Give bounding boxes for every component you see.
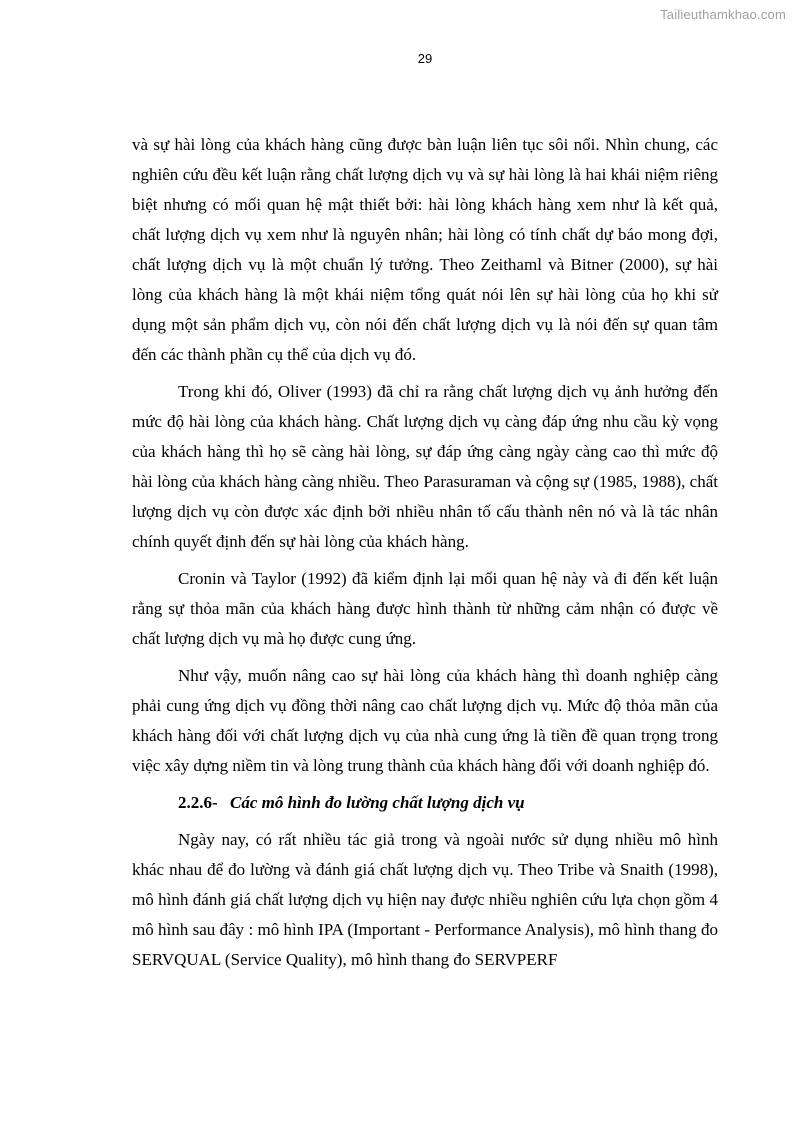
section-number: 2.2.6- — [178, 793, 218, 812]
watermark-text: Tailieuthamkhao.com — [660, 7, 786, 22]
paragraph-4: Như vậy, muốn nâng cao sự hài lòng của khách hàng thì doanh nghiệp càng phải cung ứng dịch vụ đồng thời nâng cao chất lượng dịch vụ. Mức độ thỏa mãn của khách hàng đối với chất lượng dịch vụ của nhà cung ứng là tiền đề quan trọng trong việc xây dựng niềm tin và lòng trung thành của khách hàng đối với doanh nghiệp đó. — [132, 666, 718, 775]
document-body — [132, 130, 718, 982]
section-heading — [132, 788, 718, 818]
page-number: 29 — [417, 51, 433, 66]
section-title: Các mô hình đo lường chất lượng dịch vụ — [230, 793, 525, 812]
paragraph-2: Trong khi đó, Oliver (1993) đã chỉ ra rằng chất lượng dịch vụ ảnh hưởng đến mức độ hài lòng của khách hàng. Chất lượng dịch vụ càng đáp ứng nhu cầu kỳ vọng của khách hàng thì họ sẽ càng hài lòng, sự đáp ứng càng ngày càng cao thì mức độ hài lòng của khách hàng càng nhiều. Theo Parasuraman và cộng sự (1985, 1988), chất lượng dịch vụ còn được xác định bởi nhiều nhân tố cấu thành nên nó và là tác nhân chính quyết định đến sự hài lòng của khách hàng. — [132, 382, 718, 551]
paragraph-3: Cronin và Taylor (1992) đã kiểm định lại mối quan hệ này và đi đến kết luận rằng sự thỏa mãn của khách hàng được hình thành từ những cảm nhận có được về chất lượng dịch vụ mà họ được cung ứng. — [132, 569, 718, 648]
paragraph-1: và sự hài lòng của khách hàng cũng được bàn luận liên tục sôi nổi. Nhìn chung, các nghiên cứu đều kết luận rằng chất lượng dịch vụ và sự hài lòng là hai khái niệm riêng biệt nhưng có mối quan hệ mật thiết bởi: hài lòng khách hàng xem như là kết quả, chất lượng dịch vụ xem như là nguyên nhân; hài lòng có tính chất dự báo mong đợi, chất lượng dịch vụ là một chuẩn lý tưởng. Theo Zeithaml và Bitner (2000), sự hài lòng của khách hàng là một khái niệm tổng quát nói lên sự hài lòng của họ khi sử dụng một sản phẩm dịch vụ, còn nói đến chất lượng dịch vụ là nói đến sự quan tâm đến các thành phần cụ thể của dịch vụ đó. — [132, 135, 718, 364]
paragraph-5: Ngày nay, có rất nhiều tác giả trong và ngoài nước sử dụng nhiều mô hình khác nhau để đo lường và đánh giá chất lượng dịch vụ. Theo Tribe và Snaith (1998), mô hình đánh giá chất lượng dịch vụ hiện nay được nhiều nghiên cứu lựa chọn gồm 4 mô hình sau đây : mô hình IPA (Important - Performance Analysis), mô hình thang đo SERVQUAL (Service Quality), mô hình thang đo SERVPERF — [132, 830, 718, 969]
